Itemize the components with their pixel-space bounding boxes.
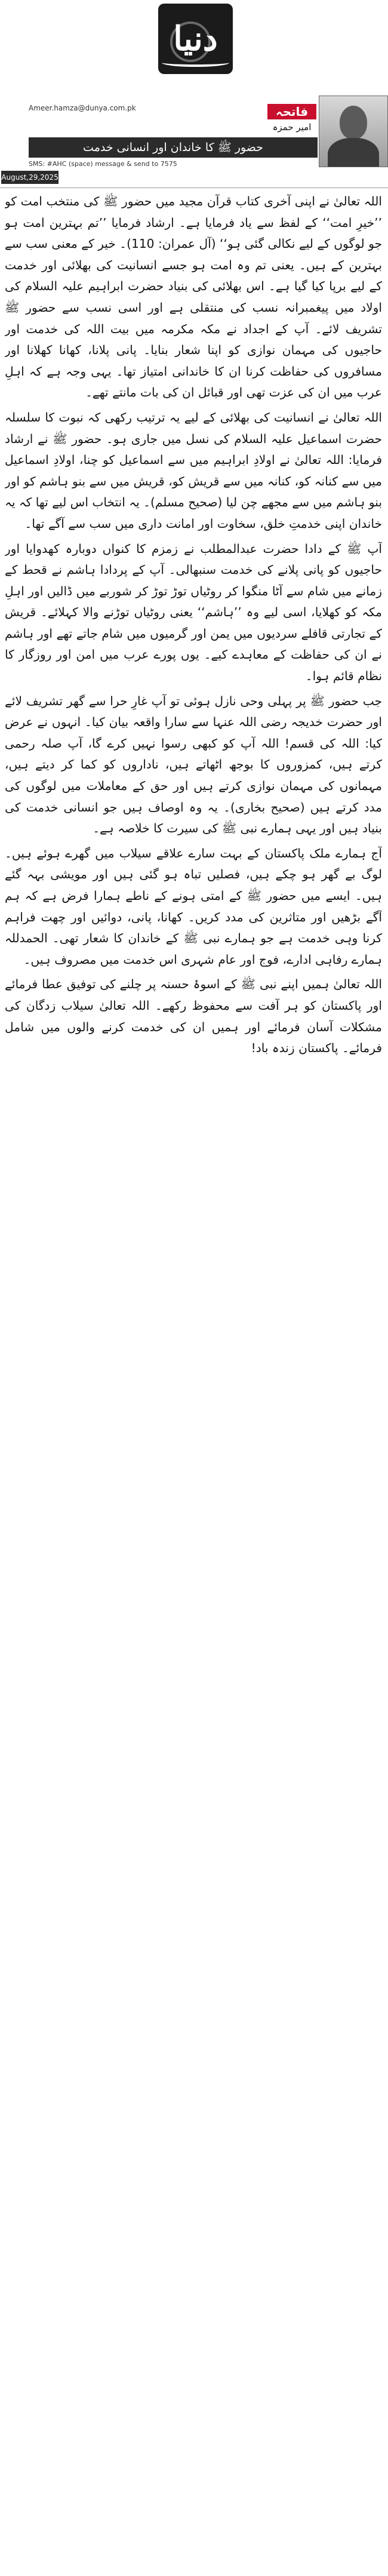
article-paragraph: اللہ تعالیٰ نے انسانیت کی بھلائی کے لیے یہ ترتیب رکھی کہ نبوت کا سلسلہ حضرت اسماعیل علیہ السلام کی نسل میں جاری ہو۔ حضور ﷺ نے ارشاد فرمایا: اللہ تعالیٰ نے اولادِ ابراہیم میں سے اسماعیل کو چنا، اولادِ اسماعیل میں سے کنانہ کو، کنانہ میں سے قریش کو، قریش میں سے بنو ہاشم کو اور بنو ہاشم میں سے مجھے چن لیا (صحیح مسلم)۔ یہ انتخاب اس لیے تھا کہ یہ خاندان اپنی خدمتِ خلق، سخاوت اور امانت داری میں سب سے آگے تھا۔ [5,410,382,531]
article-paragraph: اللہ تعالیٰ ہمیں اپنے نبی ﷺ کے اسوۂ حسنہ پر چلنے کی توفیق عطا فرمائے اور پاکستان کو ہر آفت سے محفوظ رکھے۔ اللہ تعالیٰ سیلاب زدگان کی مشکلات آسان فرمائے اور ہمیں ان کی خدمت کرنے والوں میں شامل فرمائے۔ پاکستان زندہ باد! [5,977,382,1056]
publish-date: August,29,2025 [1,171,58,184]
article-paragraph: آپ ﷺ کے دادا حضرت عبدالمطلب نے زمزم کا کنواں دوبارہ کھدوایا اور حاجیوں کو پانی پلانے کی خدمت سنبھالی۔ آپ کے پردادا ہاشم نے قحط کے زمانے میں شام سے آٹا منگوا کر روٹیاں توڑ توڑ کر شوربے میں ڈالیں اور اہلِ مکہ کو کھلایا، اسی لیے وہ ’’ہاشم‘‘ یعنی روٹیاں توڑنے والا کہلائے۔ قریش کے تجارتی قافلے سردیوں میں یمن اور گرمیوں میں شام جاتے تھے اور ہاشم نے ان کی حفاظت کے معاہدے کیے۔ یوں پورے عرب میں امن اور روزگار کا نظام قائم ہوا۔ [5,541,382,684]
column-byline [0,96,388,167]
article-paragraph: آج ہمارے ملک پاکستان کے بہت سارے علاقے سیلاب میں گھرے ہوئے ہیں۔ لوگ بے گھر ہو چکے ہیں، فصلیں تباہ ہو گئی ہیں اور مویشی بہہ گئے ہیں۔ ایسے میں حضور ﷺ کے امتی ہونے کے ناطے ہمارا فرض ہے کہ ہم آگے بڑھیں اور متاثرین کی مدد کریں۔ کھانا، پانی، دوائیں اور چھت فراہم کرنا وہی خدمت ہے جو ہمارے نبی ﷺ کے خاندان کا شعار تھی۔ الحمدللہ ہمارے رفاہی ادارے، فوج اور عام شہری اس خدمت میں مصروف ہیں۔ [5,846,382,967]
logo-swoosh-decoration [162,59,229,67]
sms-prompt: SMS: #AHC (space) message & send to 7575 [29,160,177,168]
masthead [0,0,388,96]
logo-ring-decoration [170,21,211,62]
article-paragraph: جب حضور ﷺ پر پہلی وحی نازل ہوئی تو آپ غارِ حرا سے گھر تشریف لائے اور حضرت خدیجہ رضی اللہ عنہا سے سارا واقعہ بیان کیا۔ انہوں نے عرض کیا: اللہ کی قسم! اللہ آپ کو کبھی رسوا نہیں کرے گا، آپ صلہ رحمی کرتے ہیں، کمزوروں کا بوجھ اٹھاتے ہیں، ناداروں کو کما کر دیتے ہیں، مہمانوں کی مہمان نوازی کرتے ہیں اور حق کے معاملات میں لوگوں کی مدد کرتے ہیں (صحیح بخاری)۔ یہ وہ اوصاف ہیں جو انسانی خدمت کی بنیاد ہیں اور یہی ہمارے نبی ﷺ کی سیرت کا خلاصہ ہے۔ [5,693,382,836]
article-paragraph: اللہ تعالیٰ نے اپنی آخری کتاب قرآن مجید میں حضور ﷺ کی منتخب امت کو ’’خیرِ امت‘‘ کے لفظ سے یاد فرمایا ہے۔ ارشاد فرمایا ’’تم بہترین امت ہو جو لوگوں کے لیے نکالی گئی ہو‘‘ (آل عمران: 110)۔ خیر کے معنی سب سے بہترین کے ہیں۔ یعنی تم وہ امت ہو جسے انسانیت کی بھلائی اور خدمت کے لیے برپا کیا گیا ہے۔ اس بھلائی کی بنیاد حضرت ابراہیم علیہ السلام کی اولاد میں پیغمبرانہ نسب کی منتقلی ہے اور اسی نسب سے حضور ﷺ تشریف لائے۔ آپ کے اجداد نے مکہ مکرمہ میں بیت اللہ کی خدمت اور حاجیوں کی مہمان نوازی کو اپنا شعار بنایا۔ پانی پلانا، کھانا کھلانا اور مسافروں کی حفاظت کرنا ان کا خاندانی امتیاز تھا۔ یہی وجہ ہے کہ اہلِ عرب میں ان کی عزت تھی اور قبائل ان کی بات مانتے تھے۔ [5,194,382,400]
author-email[interactable]: Ameer.hamza@dunya.com.pk [29,104,136,112]
newspaper-logo [158,4,233,74]
author-name: امیر حمزہ [272,122,312,133]
author-photo-body [328,138,379,167]
column-title: حضور ﷺ کا خاندان اور انسانی خدمت [29,137,318,158]
author-photo-head [340,106,367,139]
article-body [5,191,382,2570]
author-photo [319,96,388,167]
logo-text: دنیا [173,19,218,59]
header-divider [0,187,388,188]
column-label: فاتحہ [267,104,316,119]
